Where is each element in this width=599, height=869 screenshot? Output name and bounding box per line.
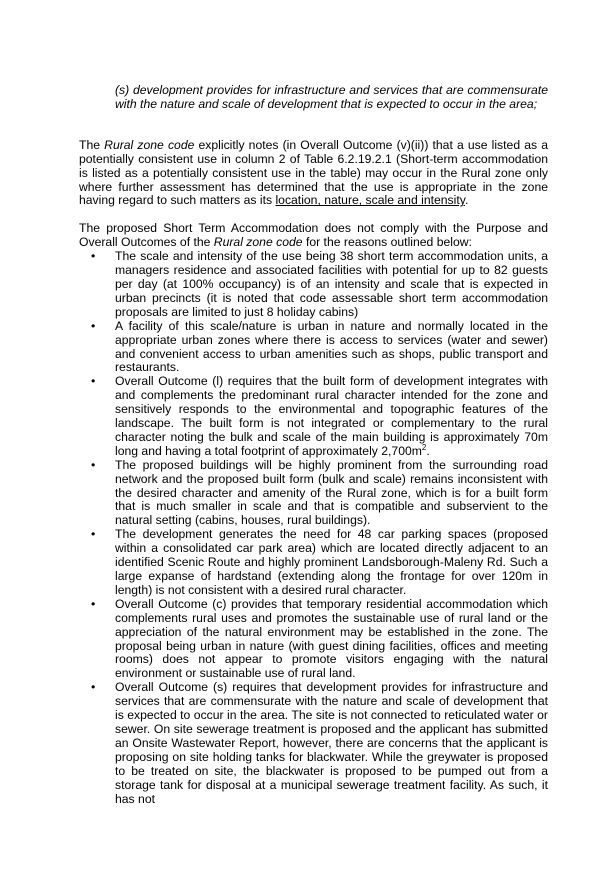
list-item xyxy=(79,528,548,598)
bullet-icon: • xyxy=(91,457,96,472)
bullet-icon: • xyxy=(91,596,96,611)
bullet-icon: • xyxy=(91,680,96,695)
para1-pre: The xyxy=(79,137,105,152)
reasons-list xyxy=(79,250,548,806)
list-item xyxy=(79,320,548,376)
para1-post: . xyxy=(464,193,469,208)
para2-pre: The proposed Short Term Accommodation does not comply with the Purpose and Overall Outcomes of the xyxy=(79,221,548,250)
bullet-icon: • xyxy=(91,318,96,333)
list-item-text: The proposed buildings will be highly prominent from the surrounding road network and the proposed built form (bulk and scale) remains inconsistent with the desired character and amenity of the Rural zone, which is for a built form that is much smaller in scale and that is compatible and subservient to the natural setting (cabins, houses, rural buildings). xyxy=(115,457,548,528)
list-item-text-end: . xyxy=(426,443,430,458)
para1-emphasis: Rural zone code xyxy=(104,137,195,152)
list-item-text: Overall Outcome (l) requires that the built form of development integrates with and complements the predominant rural character intended for the zone and sensitively responds to the environmental and topographic features of the landscape. The built form is not integrated or complementary to the rural character noting the bulk and scale of the main building is approximately 70m long and having a total footprint of approximately 2,700m xyxy=(115,374,548,458)
quoted-outcome-s: (s) development provides for infrastructure and services that are commensurate with the nature and scale of development that is expected to occur in the area; xyxy=(115,83,548,111)
para2-post: for the reasons outlined below: xyxy=(302,235,472,250)
paragraph-non-compliance xyxy=(79,222,548,250)
para2-emphasis: Rural zone code xyxy=(213,235,303,250)
list-item xyxy=(79,681,548,806)
paragraph-rural-zone-code xyxy=(79,139,548,209)
list-item-text: Overall Outcome (s) requires that development provides for infrastructure and services that are commensurate with the nature and scale of development that is expected to occur in the area. The site is not connected to reticulated water or sewer. On site sewerage treatment is proposed and the applicant has submitted an Onsite Wastewater Report, however, there are concerns that the applicant is proposing on site holding tanks for blackwater. While the greywater is proposed to be treated on site, the blackwater is proposed to be pumped out from a storage tank for disposal at a municipal sewerage treatment facility. As such, it has not xyxy=(115,680,548,806)
list-item xyxy=(79,375,548,458)
list-item-text: The scale and intensity of the use being 38 short term accommodation units, a managers residence and associated facilities with potential for up to 82 guests per day (at 100% occupancy) is of an intensity and scale that is expected in urban precincts (it is noted that code assessable short term accommodation proposals are limited to just 8 holiday cabins) xyxy=(115,249,548,319)
list-item xyxy=(79,459,548,529)
list-item xyxy=(79,250,548,320)
list-item-text: Overall Outcome (c) provides that temporary residential accommodation which complements rural uses and promotes the sustainable use of rural land or the appreciation of the natural environment may be established in the zone. The proposal being urban in nature (with guest dining facilities, offices and meeting rooms) does not appear to promote visitors engaging with the natural environment or sustainable use of rural land. xyxy=(115,596,548,681)
list-item-text: The development generates the need for 48 car parking spaces (proposed within a consolidated car park area) which are located directly adjacent to an identified Scenic Route and highly prominent Landsborough-Maleny Rd. Such a large expanse of hardstand (extending along the frontage for over 120m in length) is not consistent with a desired rural character. xyxy=(115,527,548,597)
para1-mid: explicitly notes (in Overall Outcome (v)(ii)) that a use listed as a potentially consistent use in column 2 of Table 6.2.19.2.1 (Short-term accommodation is listed as a potentially consistent use in the table) may occur in the Rural zone only where further assessment has determined that the use is appropriate in the zone having regard to such matters as its xyxy=(79,137,548,208)
list-item-text: A facility of this scale/nature is urban in nature and normally located in the appropriate urban zones where there is access to services (water and sewer) and convenient access to urban amenities such as shops, public transport and restaurants. xyxy=(115,318,548,375)
list-item xyxy=(79,598,548,681)
bullet-icon: • xyxy=(91,374,96,389)
bullet-icon: • xyxy=(91,249,96,264)
superscript: 2 xyxy=(421,442,427,452)
para1-underlined: location, nature, scale and intensity xyxy=(275,193,465,208)
bullet-icon: • xyxy=(91,527,96,542)
